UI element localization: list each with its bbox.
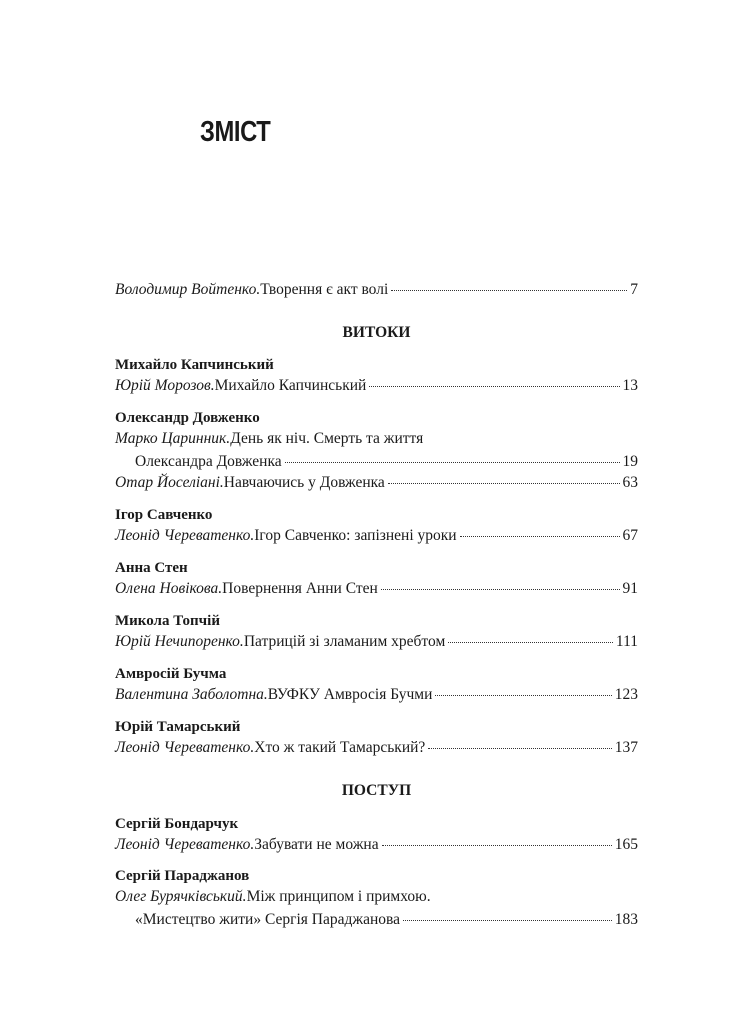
entry-title: Хто ж такий Тамарський? bbox=[254, 739, 426, 756]
dot-leader bbox=[369, 386, 619, 387]
entry-title: Повернення Анни Стен bbox=[222, 580, 378, 597]
toc-entry bbox=[115, 738, 638, 758]
page-title: ЗМІСТ bbox=[200, 116, 271, 148]
entry-title: ВУФКУ Амвросія Бучми bbox=[267, 686, 433, 703]
entry-title: Михайло Капчинський bbox=[214, 377, 367, 394]
dot-leader bbox=[460, 536, 620, 537]
entry-page-number: 13 bbox=[622, 377, 638, 394]
entry-author: Марко Царинник. bbox=[115, 430, 231, 447]
subject-heading: Амвросій Бучма bbox=[115, 666, 227, 682]
toc-entry-continuation bbox=[135, 452, 638, 472]
section-heading-postup: ПОСТУП bbox=[341, 782, 412, 799]
toc-entry bbox=[115, 429, 638, 449]
entry-title: День як ніч. Смерть та життя bbox=[230, 430, 424, 447]
dot-leader bbox=[428, 748, 611, 749]
entry-author: Леонід Череватенко. bbox=[115, 527, 255, 544]
toc-entry bbox=[115, 526, 638, 546]
entry-page-number: 63 bbox=[622, 474, 638, 491]
entry-author: Леонід Череватенко. bbox=[115, 836, 255, 853]
entry-page-number: 67 bbox=[622, 527, 638, 544]
dot-leader bbox=[435, 695, 611, 696]
entry-title-continuation: «Мистецтво жити» Сергія Параджанова bbox=[135, 911, 401, 928]
toc-entry-intro bbox=[115, 280, 638, 300]
toc-entry bbox=[115, 685, 638, 705]
subject-heading: Михайло Капчинський bbox=[115, 357, 274, 373]
toc-entry bbox=[115, 579, 638, 599]
subject-heading: Ігор Савченко bbox=[115, 507, 213, 523]
subject-heading: Сергій Бондарчук bbox=[115, 816, 239, 832]
entry-title: Забувати не можна bbox=[254, 836, 379, 853]
entry-author: Володимир Войтенко. bbox=[115, 281, 261, 298]
entry-page-number: 7 bbox=[630, 281, 638, 298]
entry-page-number: 111 bbox=[615, 633, 638, 650]
dot-leader bbox=[391, 290, 627, 291]
dot-leader bbox=[382, 845, 612, 846]
entry-page-number: 19 bbox=[622, 453, 638, 470]
entry-title: Між принципом і примхою. bbox=[246, 888, 431, 905]
entry-author: Отар Йоселіані. bbox=[115, 474, 224, 491]
entry-author: Юрій Морозов. bbox=[115, 377, 215, 394]
entry-author: Валентина Заболотна. bbox=[115, 686, 268, 703]
toc-entry bbox=[115, 887, 638, 907]
entry-title: Творення є акт волі bbox=[260, 281, 389, 298]
subject-heading: Микола Топчій bbox=[115, 613, 220, 629]
toc-entry-continuation bbox=[135, 910, 638, 930]
entry-title: Навчаючись у Довженка bbox=[223, 474, 385, 491]
dot-leader bbox=[388, 483, 620, 484]
entry-author: Леонід Череватенко. bbox=[115, 739, 255, 756]
section-heading-vytoky: ВИТОКИ bbox=[342, 324, 411, 341]
entry-title-continuation: Олександра Довженка bbox=[135, 453, 282, 470]
entry-author: Юрій Нечипоренко. bbox=[115, 633, 244, 650]
entry-page-number: 91 bbox=[622, 580, 638, 597]
toc-entry bbox=[115, 632, 638, 652]
dot-leader bbox=[403, 920, 612, 921]
entry-page-number: 183 bbox=[614, 911, 638, 928]
dot-leader bbox=[448, 642, 613, 643]
toc-entry bbox=[115, 376, 638, 396]
subject-heading: Сергій Параджанов bbox=[115, 868, 250, 884]
dot-leader bbox=[285, 462, 620, 463]
entry-author: Олена Новікова. bbox=[115, 580, 223, 597]
entry-page-number: 165 bbox=[614, 836, 638, 853]
toc-entry bbox=[115, 835, 638, 855]
entry-page-number: 137 bbox=[614, 739, 638, 756]
subject-heading: Олександр Довженко bbox=[115, 410, 260, 426]
subject-heading: Юрій Тамарський bbox=[115, 719, 241, 735]
entry-author: Олег Бурячківський. bbox=[115, 888, 247, 905]
entry-title: Ігор Савченко: запізнені уроки bbox=[254, 527, 457, 544]
dot-leader bbox=[381, 589, 620, 590]
subject-heading: Анна Стен bbox=[115, 560, 188, 576]
entry-page-number: 123 bbox=[614, 686, 638, 703]
entry-title: Патрицій зі зламаним хребтом bbox=[243, 633, 446, 650]
toc-entry bbox=[115, 473, 638, 493]
